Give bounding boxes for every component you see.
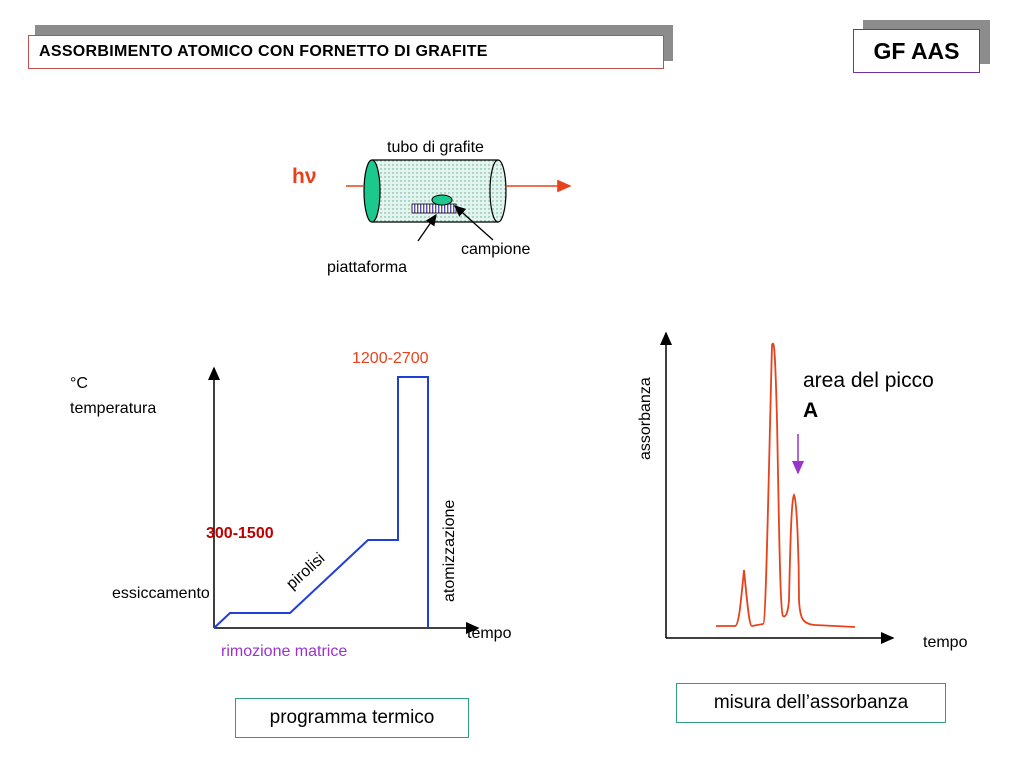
thermal-program-caption: programma termico	[235, 698, 469, 738]
tube-label: tubo di grafite	[387, 139, 484, 156]
thermal-y-label: temperatura	[70, 400, 157, 417]
peak-area-symbol: A	[803, 399, 819, 422]
range-mid-label: 300-1500	[206, 525, 274, 542]
hv-label: hν	[292, 165, 317, 188]
absorbance-caption: misura dell’assorbanza	[676, 683, 946, 723]
absorbance-x-label: tempo	[923, 634, 968, 651]
absorbance-y-label: assorbanza	[637, 377, 654, 460]
peak-area-label: area del picco	[803, 369, 934, 392]
sample-label: campione	[461, 241, 531, 258]
temperature-program-line	[214, 377, 428, 628]
thermal-y-unit: °C	[70, 375, 88, 392]
pyrolysis-label: pirolisi	[283, 549, 329, 593]
atomization-label: atomizzazione	[441, 499, 458, 602]
gf-aas-badge: GF AAS	[853, 29, 980, 73]
platform-label: piattaforma	[327, 259, 408, 276]
sample-drop	[432, 195, 452, 205]
matrix-removal-label: rimozione matrice	[221, 643, 348, 660]
drying-label: essiccamento	[112, 585, 210, 602]
slide-title: ASSORBIMENTO ATOMICO CON FORNETTO DI GRAFITE	[28, 35, 664, 69]
platform	[412, 204, 456, 213]
thermal-x-label: tempo	[467, 625, 512, 642]
range-high-label: 1200-2700	[352, 350, 429, 367]
